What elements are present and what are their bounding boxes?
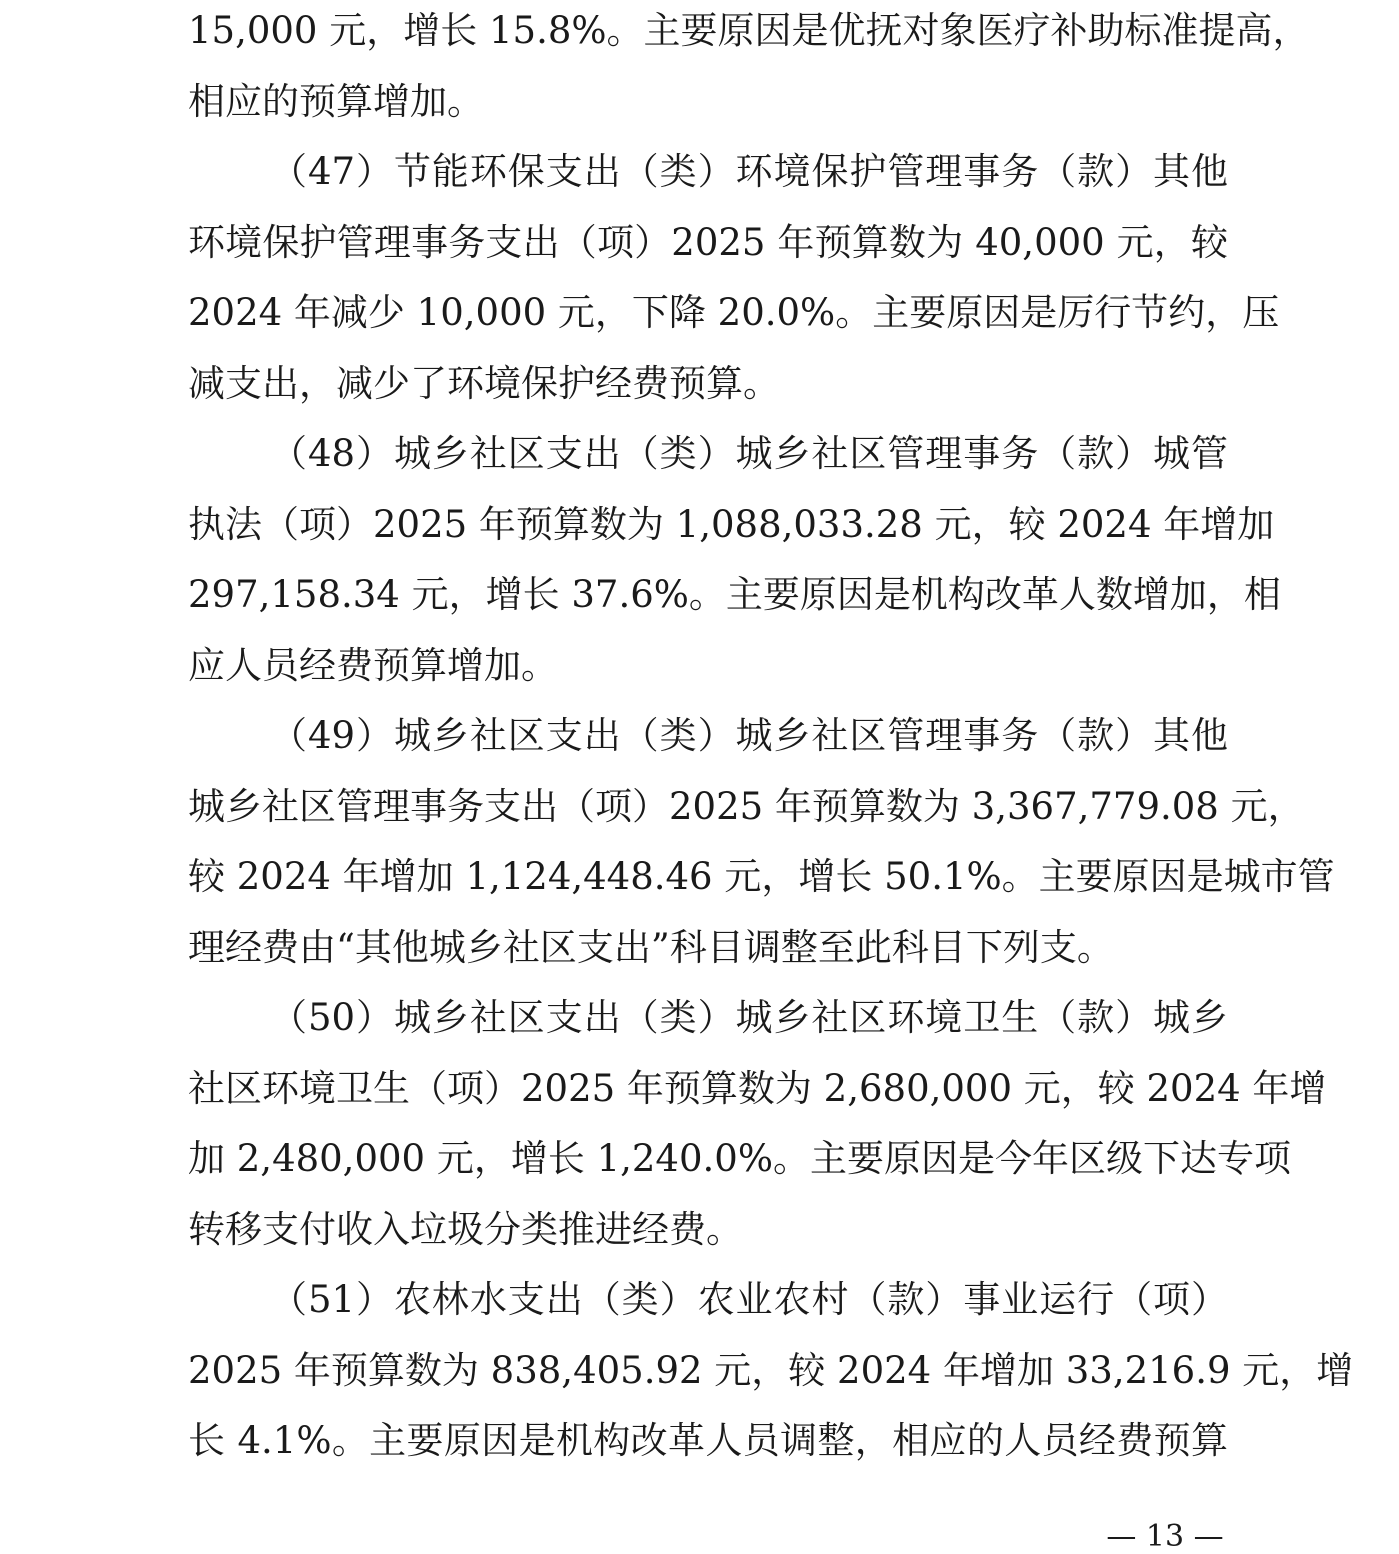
page-number: — 13 — xyxy=(1106,1519,1224,1554)
text-line: 2025 年预算数为 838,405.92 元，较 2024 年增加 33,216.9 元，增 xyxy=(188,1349,1354,1392)
text-line: 长 4.1%。主要原因是机构改革人员调整，相应的人员经费预算 xyxy=(188,1419,1228,1462)
paragraph-47-start: （47）节能环保支出（类）环境保护管理事务（款）其他 xyxy=(270,150,1228,193)
text-line: 相应的预算增加。 xyxy=(188,80,484,123)
text-line: 15,000 元，增长 15.8%。主要原因是优抚对象医疗补助标准提高， xyxy=(188,9,1310,52)
paragraph-49-start: （49）城乡社区支出（类）城乡社区管理事务（款）其他 xyxy=(270,714,1228,757)
text-line: 社区环境卫生（项）2025 年预算数为 2,680,000 元，较 2024 年增 xyxy=(188,1067,1327,1110)
paragraph-51-start: （51）农林水支出（类）农业农村（款）事业运行（项） xyxy=(270,1278,1228,1321)
text-line: 转移支付收入垃圾分类推进经费。 xyxy=(188,1208,743,1251)
text-line: 城乡社区管理事务支出（项）2025 年预算数为 3,367,779.08 元， xyxy=(188,785,1305,828)
text-line: 环境保护管理事务支出（项）2025 年预算数为 40,000 元，较 xyxy=(188,221,1228,264)
text-line: 减支出，减少了环境保护经费预算。 xyxy=(188,362,780,405)
text-line: 较 2024 年增加 1,124,448.46 元，增长 50.1%。主要原因是城市管 xyxy=(188,855,1335,898)
text-line: 理经费由“其他城乡社区支出”科目调整至此科目下列支。 xyxy=(188,926,1114,969)
text-line: 应人员经费预算增加。 xyxy=(188,644,558,687)
paragraph-48-start: （48）城乡社区支出（类）城乡社区管理事务（款）城管 xyxy=(270,432,1228,475)
text-line: 297,158.34 元，增长 37.6%。主要原因是机构改革人数增加，相 xyxy=(188,573,1281,616)
text-line: 2024 年减少 10,000 元，下降 20.0%。主要原因是厉行节约，压 xyxy=(188,291,1280,334)
text-line: 执法（项）2025 年预算数为 1,088,033.28 元，较 2024 年增加 xyxy=(188,503,1275,546)
text-line: 加 2,480,000 元，增长 1,240.0%。主要原因是今年区级下达专项 xyxy=(188,1137,1291,1180)
paragraph-50-start: （50）城乡社区支出（类）城乡社区环境卫生（款）城乡 xyxy=(270,996,1228,1039)
